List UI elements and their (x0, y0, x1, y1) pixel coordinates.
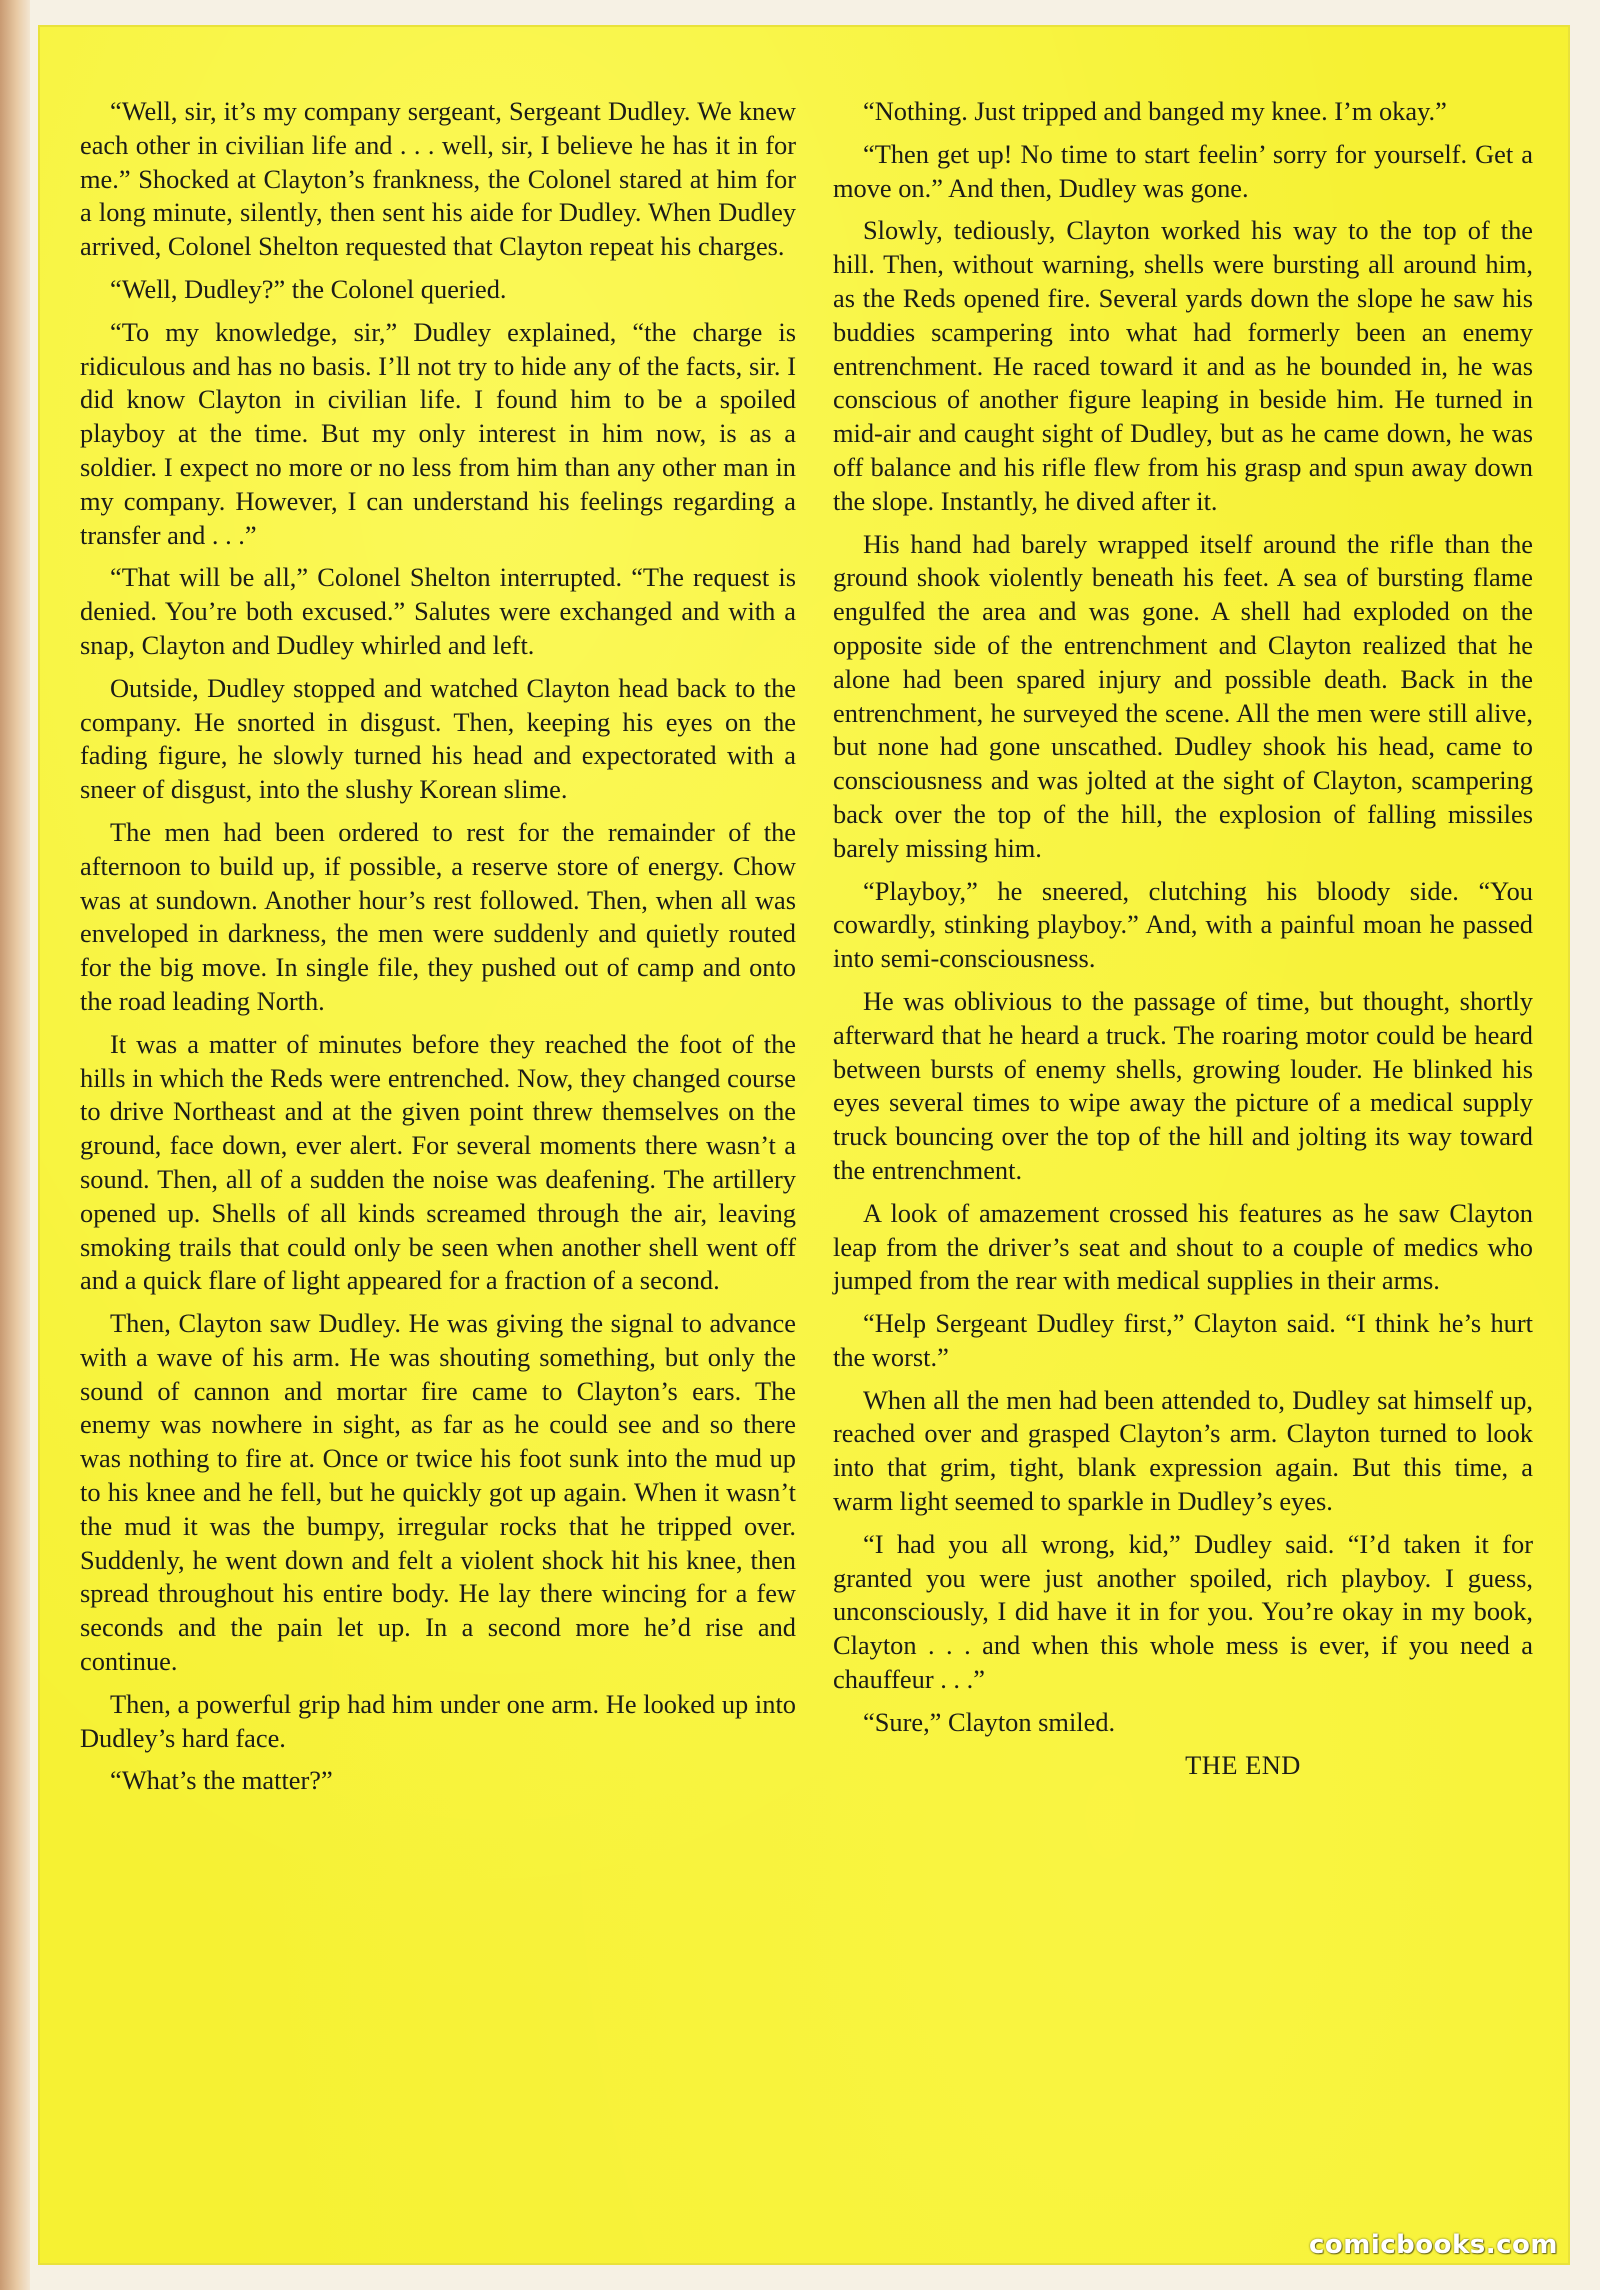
paragraph: His hand had barely wrapped itself around the rifle than the ground shook violently beneath his feet. A sea of bursting flame engulfed the area and was gone. A shell had exploded on the opposite side of the entrenchment and Clayton realized that he alone had been spared injury and possible death. Back in the entrenchment, he surveyed the scene. All the men were still alive, but none had gone unscathed. Dudley shook his head, came to consciousness and was jolted at the sight of Clayton, scampering back over the top of the hill, the explosion of falling missiles barely missing him. (833, 528, 1533, 863)
paragraph: Then, Clayton saw Dudley. He was giving the signal to advance with a wave of his arm. He was shouting something, but only the sound of cannon and mortar fire came to Clayton’s ears. The enemy was nowhere in sight, as far as he could see and so there was nothing to fire at. Once or twice his foot sunk into the mud up to his knee and he fell, but he quickly got up again. When it wasn’t the mud it was the bumpy, irregular rocks that he tripped over. Suddenly, he went down and felt a violent shock hit his knee, then spread throughout his entire body. He lay there wincing for a few seconds and the pain let up. In a second more he’d rise and continue. (80, 1308, 796, 1677)
paragraph: “What’s the matter?” (110, 1765, 333, 1796)
paragraph: It was a matter of minutes before they reached the foot of the hills in which the Reds were entrenched. Now, they changed course to drive Northeast and at the given point threw themselves on the ground, face down, ever alert. For several moments there wasn’t a sound. Then, all of a sudden the noise was deafening. The artillery opened up. Shells of all kinds screamed through the air, leaving smoking trails that could only be seen when another shell went off and a quick flare of light appeared for a fraction of a second. (80, 1028, 796, 1296)
story-panel (38, 25, 1570, 2265)
right-column (833, 95, 1533, 1782)
site-watermark: comicbooks.com (1308, 2230, 1558, 2260)
paragraph: He was oblivious to the passage of time, but thought, shortly afterward that he heard a truck. The roaring motor could be heard between bursts of enemy shells, growing louder. He blinked his eyes several times to wipe away the picture of a medical supply truck bouncing over the top of the hill and jolting its way toward the entrenchment. (833, 985, 1533, 1185)
paragraph: “To my knowledge, sir,” Dudley explained, “the charge is ridiculous and has no basis. I’ll not try to hide any of the facts, sir. I did know Clayton in civilian life. I found him to be a spoiled playboy at the time. But my only interest in him now, is as a soldier. I expect no more or no less from him than any other man in my company. However, I can understand his feelings regarding a transfer and . . .” (80, 316, 796, 550)
left-column (80, 95, 796, 1807)
paragraph: “I had you all wrong, kid,” Dudley said. “I’d taken it for granted you were just another spoiled, rich playboy. I guess, unconsciously, I did have it in for you. You’re okay in my book, Clayton . . . and when this whole mess is ever, if you need a chauffeur . . .” (833, 1528, 1533, 1695)
paragraph: “Nothing. Just tripped and banged my knee. I’m okay.” (863, 96, 1447, 126)
paragraph: “Then get up! No time to start feelin’ sorry for yourself. Get a move on.” And then, Dudley was gone. (833, 138, 1533, 203)
paragraph: “Well, sir, it’s my company sergeant, Sergeant Dudley. We knew each other in civilian life and . . . well, sir, I believe he has it in for me.” Shocked at Clayton’s frankness, the Colonel stared at him for a long minute, silently, then sent his aide for Dudley. When Dudley arrived, Colonel Shelton requested that Clayton repeat his charges. (80, 96, 796, 262)
paragraph: “That will be all,” Colonel Shelton interrupted. “The request is denied. You’re both excused.” Salutes were exchanged and with a snap, Clayton and Dudley whirled and left. (80, 562, 796, 660)
paragraph: When all the men had been attended to, Dudley sat himself up, reached over and grasped Clayton’s arm. Clayton turned to look into that grim, tight, blank expression again. But this time, a warm light seemed to sparkle in Dudley’s eyes. (833, 1384, 1533, 1517)
paragraph: “Sure,” Clayton smiled. (863, 1706, 1116, 1737)
paragraph: “Help Sergeant Dudley first,” Clayton said. “I think he’s hurt the worst.” (833, 1308, 1533, 1372)
paragraph: Then, a powerful grip had him under one arm. He looked up into Dudley’s hard face. (80, 1688, 796, 1753)
page-gutter (0, 0, 30, 2290)
paragraph: Outside, Dudley stopped and watched Clayton head back to the company. He snorted in disgust. Then, keeping his eyes on the fading figure, he slowly turned his head and expectorated with a sneer of disgust, into the slushy Korean slime. (80, 672, 796, 805)
paragraph: “Playboy,” he sneered, clutching his bloody side. “You cowardly, stinking playboy.” And, with a painful moan he passed into semi-consciousness. (833, 875, 1533, 974)
paragraph: A look of amazement crossed his features as he saw Clayton leap from the driver’s seat and shout to a couple of medics who jumped from the rear with medical supplies in their arms. (833, 1197, 1533, 1296)
paragraph: Slowly, tediously, Clayton worked his way to the top of the hill. Then, without warning, shells were bursting all around him, as the Reds opened fire. Several yards down the slope he saw his buddies scampering into what had formerly been an enemy entrenchment. He raced toward it and as he bounded in, he was conscious of another figure leaping in beside him. He turned in mid-air and caught sight of Dudley, but as he came down, he was off balance and his rifle flew from his grasp and spun away down the slope. Instantly, he dived after it. (833, 215, 1533, 516)
paragraph: “Well, Dudley?” the Colonel queried. (110, 273, 507, 304)
paragraph: The men had been ordered to rest for the remainder of the afternoon to build up, if possible, a reserve store of energy. Chow was at sundown. Another hour’s rest followed. Then, when all was enveloped in darkness, the men were suddenly and quietly routed for the big move. In single file, they pushed out of camp and onto the road leading North. (80, 816, 796, 1016)
story-ending: THE END (1185, 1749, 1301, 1780)
